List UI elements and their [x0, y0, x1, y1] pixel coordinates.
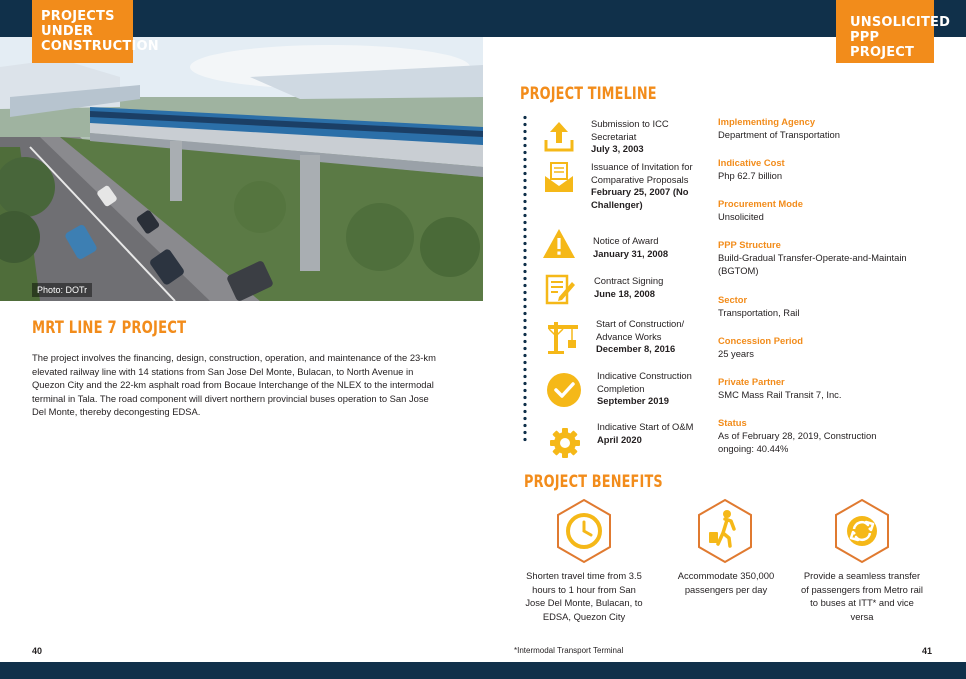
contract-signing-icon	[542, 272, 578, 308]
timeline-item-date: June 18, 2008	[594, 287, 655, 299]
envelope-icon	[541, 160, 577, 196]
benefit-text: Accommodate 350,000 passengers per day	[677, 570, 775, 595]
detail-implementing-agency	[718, 115, 938, 141]
gear-icon	[547, 425, 583, 461]
detail-value: Php 62.7 billion	[718, 170, 783, 181]
page-number-left: 40	[32, 646, 43, 656]
photo-credit: Photo: DOTr	[32, 283, 92, 297]
footnote: *Intermodal Transport Terminal	[514, 646, 624, 655]
benefits-title: PROJECT BENEFITS	[524, 472, 663, 492]
tag-left-line: PROJECTS	[41, 9, 115, 24]
detail-label: PPP Structure	[718, 239, 781, 250]
passenger-icon	[696, 498, 754, 564]
tag-left-line: UNDER	[41, 24, 94, 39]
detail-label: Private Partner	[718, 376, 785, 387]
checkmark-icon	[546, 372, 582, 408]
detail-value: Build-Gradual Transfer-Operate-and-Maintain (BGTOM)	[718, 252, 907, 276]
detail-label: Status	[718, 417, 747, 428]
timeline-item-date: September 2019	[597, 395, 669, 407]
timeline-item-date: February 25, 2007 (No Challenger)	[591, 186, 689, 210]
timeline-item-label: Indicative Start of O&M	[597, 421, 694, 432]
detail-value: As of February 28, 2019, Construction ongoing: 40.44%	[718, 430, 877, 454]
timeline-title: PROJECT TIMELINE	[520, 84, 657, 104]
detail-value: 25 years	[718, 348, 754, 359]
upload-icon	[541, 118, 577, 154]
detail-value: Department of Transportation	[718, 129, 840, 140]
timeline-item	[593, 235, 711, 260]
detail-label: Concession Period	[718, 335, 803, 346]
timeline-item-label: Indicative Construction Completion	[597, 370, 692, 394]
transfer-icon	[833, 498, 891, 564]
detail-label: Indicative Cost	[718, 157, 785, 168]
timeline-item	[596, 318, 714, 356]
mrt7-photo	[0, 37, 483, 301]
timeline-item	[591, 161, 709, 211]
detail-label: Implementing Agency	[718, 116, 816, 127]
detail-ppp-structure	[718, 238, 938, 277]
timeline-item-date: July 3, 2003	[591, 143, 644, 155]
detail-private-partner	[718, 375, 938, 401]
mrt7-photo-illustration	[0, 37, 483, 301]
detail-value: Unsolicited	[718, 211, 764, 222]
benefit-text: Shorten travel time from 3.5 hours to 1 hour from San Jose Del Monte, Bulacan, to EDSA, Quezon City	[525, 570, 643, 622]
projects-under-construction-tag	[32, 0, 159, 63]
project-title: MRT LINE 7 PROJECT	[32, 318, 187, 338]
project-description: The project involves the financing, design, construction, operation, and maintenance of the 23-km elevated railway line with 14 stations from San Jose Del Monte, Bulacan, to North Avenue in Quezon City and the 22-km asphalt road from Bocaue Interchange of the NLEX to the intermodal terminal in Tala. The road component will divert northern provincial buses operation to San Jose Del Monte, thereby decongesting EDSA.	[32, 352, 436, 418]
timeline-item	[597, 370, 715, 408]
detail-indicative-cost	[718, 156, 938, 182]
clock-icon	[555, 498, 613, 564]
timeline-item	[594, 275, 712, 300]
detail-sector	[718, 293, 938, 319]
timeline-item-label: Start of Construction/ Advance Works	[596, 318, 685, 342]
detail-label: Sector	[718, 294, 748, 305]
top-band	[0, 0, 966, 37]
timeline-item-date: April 2020	[597, 433, 642, 445]
benefit-text: Provide a seamless transfer of passengers from Metro rail to buses at ITT* and vice versa	[801, 570, 923, 622]
timeline-item	[591, 118, 709, 156]
timeline-item-label: Submission to ICC Secretariat	[591, 118, 669, 142]
unsolicited-ppp-tag	[836, 0, 951, 63]
timeline-item-label: Notice of Award	[593, 235, 659, 246]
timeline-item-date: December 8, 2016	[596, 343, 676, 355]
tag-right-line: UNSOLICITED	[850, 15, 951, 30]
tag-left-line: CONSTRUCTION	[41, 39, 159, 54]
detail-value: Transportation, Rail	[718, 307, 800, 318]
tag-right-line: PPP PROJECT	[850, 30, 915, 60]
detail-status	[718, 416, 878, 455]
detail-value: SMC Mass Rail Transit 7, Inc.	[718, 389, 842, 400]
crane-icon	[545, 320, 581, 356]
timeline-dotted-line	[523, 114, 527, 442]
detail-concession-period	[718, 334, 938, 360]
timeline-item-label: Issuance of Invitation for Comparative Proposals	[591, 161, 693, 185]
timeline-item	[597, 421, 715, 446]
page-number-right: 41	[922, 646, 933, 656]
detail-procurement-mode	[718, 197, 938, 223]
bottom-band	[0, 662, 966, 679]
timeline-item-date: January 31, 2008	[593, 247, 669, 259]
detail-label: Procurement Mode	[718, 198, 803, 209]
warning-icon	[541, 226, 577, 262]
timeline-item-label: Contract Signing	[594, 275, 664, 286]
